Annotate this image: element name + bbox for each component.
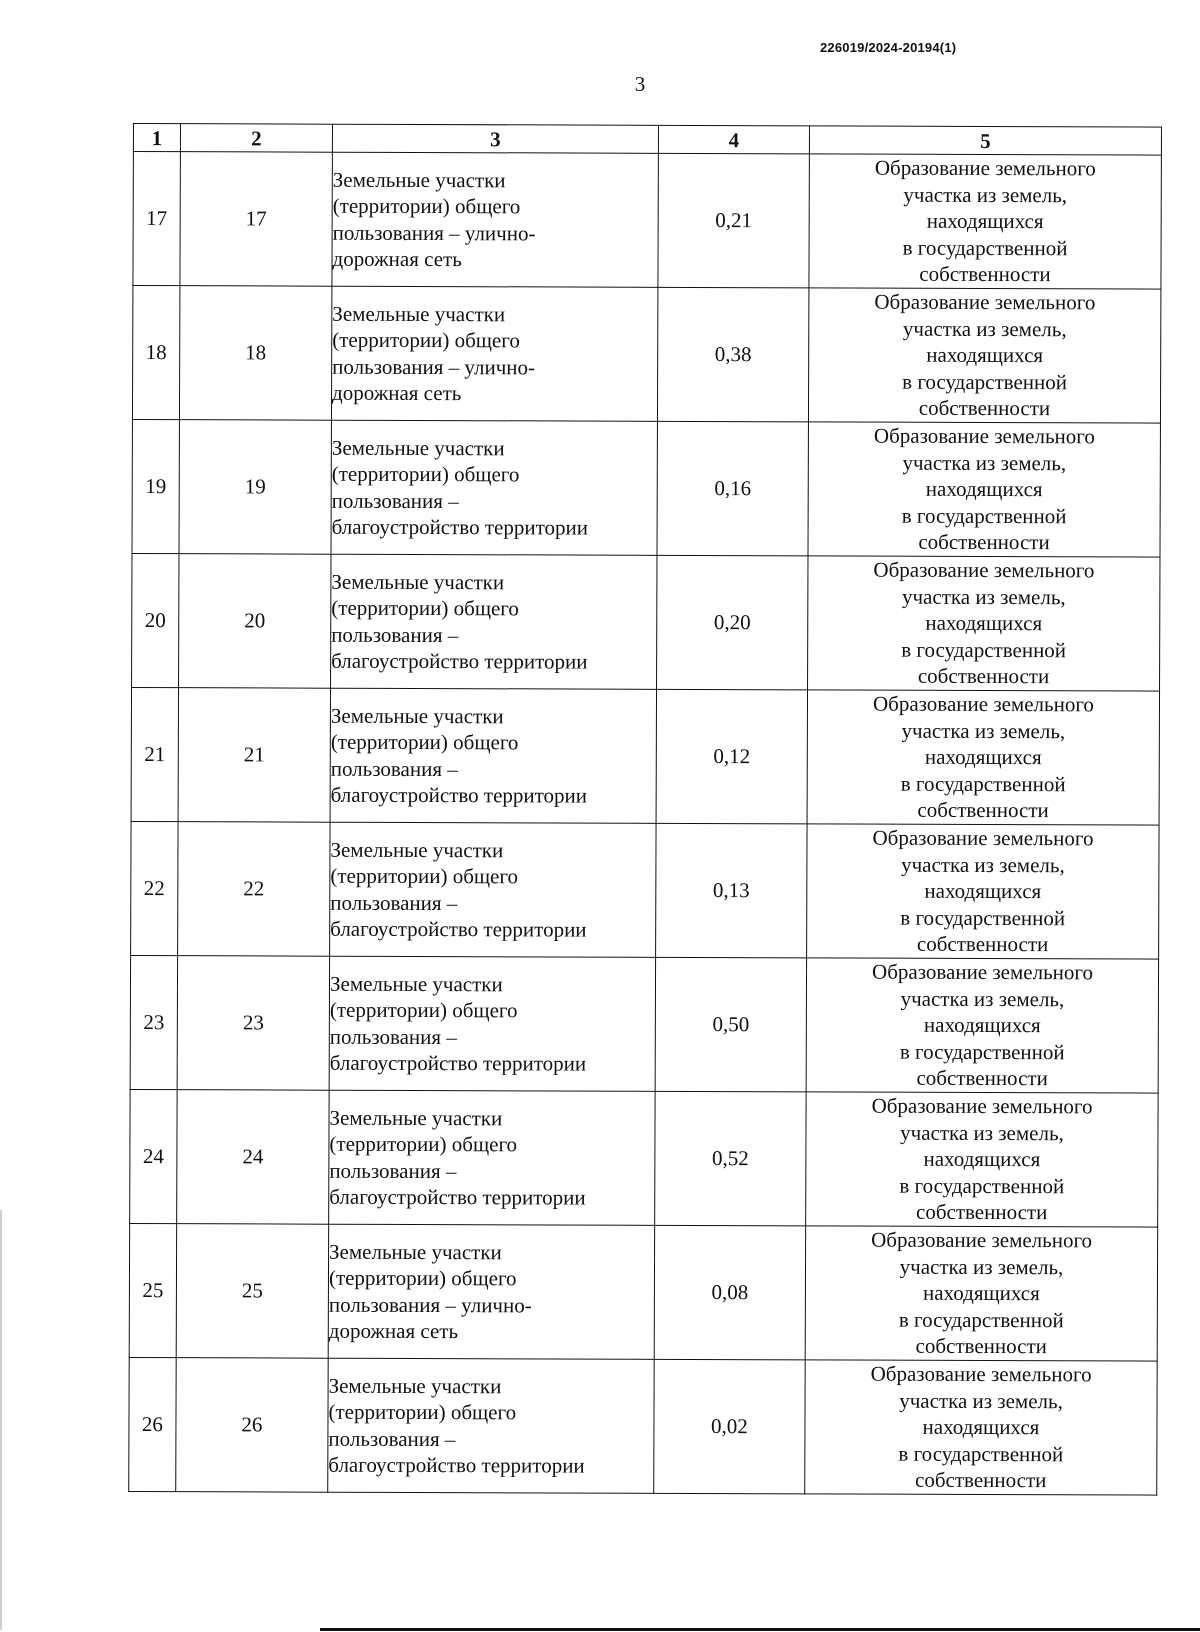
description-line: (территории) общего: [328, 1399, 517, 1425]
description-line: пользования –: [328, 1426, 456, 1451]
method-line: в государственной: [898, 1441, 1064, 1467]
formation-method: [807, 690, 1159, 825]
description-line: (территории) общего: [330, 863, 519, 889]
plot-description: [330, 822, 656, 957]
method-line: в государственной: [899, 1173, 1065, 1199]
description-line: дорожная сеть: [332, 380, 462, 406]
description-line: Земельные участки: [329, 1239, 502, 1264]
description-line: Земельные участки: [331, 435, 505, 460]
method-line: Образование земельного: [874, 155, 1096, 181]
method-line: участка из земель,: [900, 986, 1065, 1012]
method-line: Образование земельного: [871, 1227, 1093, 1253]
plot-code: 21: [178, 688, 330, 823]
description-line: благоустройство территории: [331, 514, 589, 540]
description-line: Земельные участки: [329, 971, 503, 996]
table-row: [131, 687, 1159, 825]
description-line: благоустройство территории: [330, 916, 587, 942]
description-line: (территории) общего: [332, 327, 520, 353]
column-header-5: 5: [809, 126, 1161, 155]
method-line: Образование земельного: [872, 959, 1094, 985]
page-number: 3: [634, 72, 646, 96]
method-line: участка из земель,: [900, 1120, 1064, 1146]
plot-description: [331, 286, 657, 421]
method-line: находящихся: [922, 1415, 1040, 1440]
row-number: 19: [132, 419, 179, 553]
description-line: (территории) общего: [331, 461, 520, 487]
method-line: собственности: [917, 663, 1050, 689]
description-line: пользования –: [330, 890, 458, 915]
description-line: (территории) общего: [331, 595, 519, 621]
document-id: 226019/2024-20194(1): [820, 40, 957, 55]
plot-code: 25: [176, 1224, 328, 1359]
method-line: участка из земель,: [899, 1254, 1064, 1280]
method-line: находящихся: [923, 1147, 1041, 1172]
method-line: находящихся: [924, 745, 1042, 770]
description-line: благоустройство территории: [329, 1050, 587, 1076]
formation-method: [809, 154, 1161, 289]
table-row: [130, 1089, 1158, 1227]
description-line: (территории) общего: [330, 729, 519, 755]
formation-method: [806, 958, 1158, 1093]
plot-area: 0,38: [657, 287, 808, 422]
table-row: [132, 286, 1160, 424]
method-line: Образование земельного: [872, 825, 1094, 851]
plot-description: [329, 956, 655, 1091]
description-line: Земельные участки: [332, 167, 506, 192]
plot-area: 0,52: [655, 1091, 806, 1226]
method-line: собственности: [916, 931, 1049, 957]
method-line: собственности: [916, 1065, 1048, 1091]
method-line: находящихся: [925, 477, 1043, 502]
formation-method: [808, 556, 1160, 691]
column-header-1: 1: [133, 124, 180, 152]
method-line: в государственной: [898, 1307, 1064, 1333]
method-line: Образование земельного: [872, 691, 1095, 717]
method-line: в государственной: [900, 905, 1066, 931]
description-line: пользования – улично-: [328, 1292, 532, 1317]
plot-description: [330, 688, 656, 823]
table-header-row: [133, 124, 1161, 156]
table-row: [129, 1223, 1157, 1361]
plot-area: 0,08: [654, 1225, 805, 1360]
description-line: благоустройство территории: [330, 782, 588, 808]
description-line: Земельные участки: [329, 1105, 503, 1130]
plot-code: 19: [179, 420, 331, 555]
description-line: (территории) общего: [329, 997, 518, 1023]
row-number: 22: [131, 821, 178, 955]
description-line: (территории) общего: [328, 1265, 517, 1291]
method-line: находящихся: [924, 879, 1042, 904]
plot-code: 22: [178, 822, 330, 957]
plot-area: 0,20: [657, 555, 808, 690]
column-header-4: 4: [658, 125, 809, 154]
description-line: Земельные участки: [332, 301, 506, 326]
description-line: пользования – улично-: [332, 220, 536, 245]
method-line: собственности: [917, 797, 1049, 823]
method-line: участка из земель,: [901, 584, 1066, 610]
plot-code: 17: [180, 152, 332, 287]
method-line: находящихся: [926, 343, 1044, 368]
description-line: пользования –: [331, 488, 459, 513]
description-line: благоустройство территории: [329, 1184, 586, 1210]
row-number: 26: [129, 1357, 176, 1491]
formation-method: [808, 422, 1160, 557]
land-plots-table: [128, 123, 1162, 1496]
column-header-2: 2: [180, 124, 332, 153]
method-line: собственности: [915, 1467, 1047, 1493]
table-body: [129, 152, 1162, 1496]
method-line: Образование земельного: [871, 1093, 1093, 1119]
description-line: пользования –: [331, 622, 459, 647]
row-number: 24: [130, 1089, 177, 1223]
method-line: участка из земель,: [902, 450, 1067, 476]
table-row: [132, 419, 1160, 557]
table-row: [129, 1357, 1157, 1495]
table-row: [132, 553, 1160, 691]
row-number: 25: [129, 1223, 176, 1357]
description-line: дорожная сеть: [332, 246, 462, 272]
table-row: [130, 955, 1158, 1093]
method-line: находящихся: [923, 1013, 1041, 1038]
plot-description: [331, 554, 657, 689]
plot-description: [332, 152, 658, 287]
method-line: в государственной: [901, 503, 1067, 529]
plot-code: 24: [177, 1090, 329, 1225]
scan-edge-shadow: [0, 1210, 2, 1630]
method-line: участка из земель,: [902, 316, 1067, 342]
method-line: находящихся: [922, 1281, 1040, 1306]
formation-method: [805, 1360, 1157, 1495]
method-line: собственности: [919, 261, 1051, 287]
method-line: участка из земель,: [901, 718, 1066, 744]
description-line: пользования –: [330, 756, 458, 781]
method-line: собственности: [915, 1199, 1048, 1225]
method-line: Образование земельного: [870, 1361, 1092, 1387]
plot-area: 0,21: [658, 153, 809, 288]
row-number: 17: [133, 152, 180, 286]
method-line: Образование земельного: [873, 423, 1095, 449]
description-line: Земельные участки: [330, 703, 504, 728]
description-line: благоустройство территории: [331, 648, 588, 674]
row-number: 20: [132, 553, 179, 687]
description-line: (территории) общего: [332, 193, 521, 219]
method-line: Образование земельного: [873, 557, 1095, 583]
method-line: участка из земель,: [899, 1388, 1063, 1414]
method-line: собственности: [918, 529, 1050, 555]
formation-method: [808, 288, 1160, 423]
plot-code: 20: [179, 554, 331, 689]
method-line: находящихся: [926, 209, 1044, 234]
plot-description: [329, 1090, 655, 1225]
plot-description: [328, 1358, 654, 1493]
plot-description: [331, 420, 657, 555]
method-line: Образование земельного: [874, 289, 1096, 315]
table-row: [133, 152, 1161, 290]
plot-code: 26: [176, 1358, 328, 1493]
method-line: в государственной: [902, 369, 1068, 395]
method-line: участка из земель,: [901, 852, 1065, 878]
formation-method: [805, 1226, 1157, 1361]
description-line: Земельные участки: [328, 1373, 502, 1398]
method-line: участка из земель,: [903, 182, 1068, 208]
method-line: собственности: [918, 395, 1051, 421]
description-line: Земельные участки: [330, 837, 504, 862]
table-row: [131, 821, 1159, 959]
scan-edge-line: [320, 1628, 1200, 1631]
method-line: в государственной: [902, 235, 1068, 261]
method-line: в государственной: [900, 771, 1066, 797]
method-line: в государственной: [899, 1039, 1065, 1065]
row-number: 21: [131, 687, 178, 821]
description-line: благоустройство территории: [328, 1452, 585, 1478]
method-line: собственности: [915, 1333, 1047, 1359]
plot-code: 23: [177, 956, 329, 1091]
description-line: пользования – улично-: [332, 354, 536, 379]
plot-area: 0,13: [656, 823, 807, 958]
plot-area: 0,50: [655, 957, 806, 1092]
formation-method: [807, 824, 1159, 959]
row-number: 23: [130, 955, 177, 1089]
description-line: (территории) общего: [329, 1131, 518, 1157]
description-line: пользования –: [329, 1024, 457, 1049]
description-line: пользования –: [329, 1158, 457, 1183]
row-number: 18: [132, 286, 179, 420]
description-line: Земельные участки: [331, 569, 505, 594]
formation-method: [806, 1092, 1158, 1227]
plot-description: [328, 1224, 654, 1359]
plot-code: 18: [179, 286, 331, 421]
method-line: в государственной: [901, 637, 1067, 663]
plot-area: 0,12: [656, 689, 807, 824]
plot-area: 0,16: [657, 421, 808, 556]
description-line: дорожная сеть: [328, 1318, 459, 1344]
column-header-3: 3: [332, 124, 658, 153]
method-line: находящихся: [925, 611, 1043, 636]
plot-area: 0,02: [654, 1359, 805, 1494]
